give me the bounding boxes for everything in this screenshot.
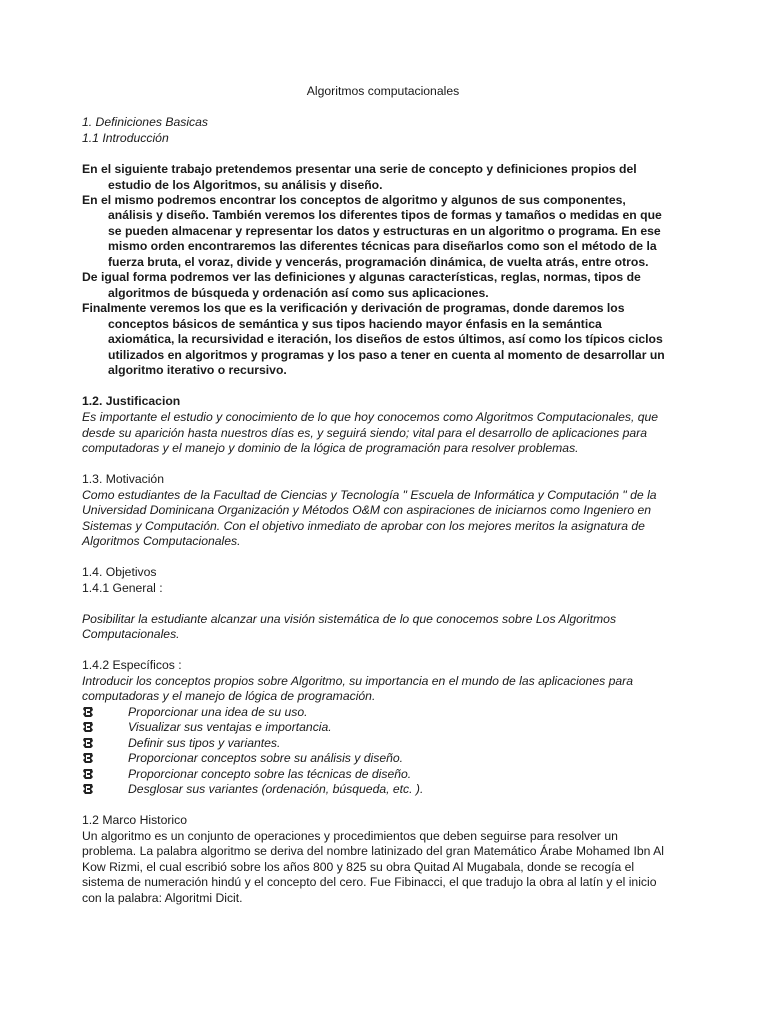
marco-line: problema. La palabra algoritmo se deriva del nombre latinizado del gran Matemático Árabe Mohamed Ibn Al xyxy=(82,844,664,858)
intro-line: Finalmente veremos los que es la verificación y derivación de programas, donde daremos los xyxy=(82,301,625,315)
section-heading-motivacion: 1.3. Motivación xyxy=(82,472,164,486)
intro-line: conceptos básicos de semántica y sus tipos haciendo mayor énfasis en la semántica xyxy=(108,317,602,331)
justificacion-line: Es importante el estudio y conocimiento de lo que hoy conocemos como Algoritmos Computacionales, que xyxy=(82,410,659,424)
intro-line: mismo orden encontraremos las diferentes técnicas para diseñarlos como son el método de la xyxy=(108,239,657,253)
intro-line: utilizados en algoritmos y programas y los paso a tener en cuenta al momento de desarrollar un xyxy=(108,348,665,362)
marco-line: Un algoritmo es un conjunto de operaciones y procedimientos que deben seguirse para resolver un xyxy=(82,829,618,843)
intro-line: En el siguiente trabajo pretendemos presentar una serie de concepto y definiciones propios del xyxy=(82,162,637,176)
section-heading-definiciones: 1. Definiciones Basicas xyxy=(82,115,208,129)
marco-line: con la palabra: Algoritmi Dicit. xyxy=(82,891,243,905)
intro-line: algoritmo iterativo o recursivo. xyxy=(108,363,287,377)
intro-line: estudio de los Algoritmos, su análisis y diseño. xyxy=(108,178,383,192)
bullet-icon xyxy=(82,721,94,733)
motivacion-line: Sistemas y Computación. Con el objetivo inmediato de aprobar con los mejores meritos la asignatura de xyxy=(82,519,645,533)
subheading-especificos: 1.4.2 Específicos : xyxy=(82,658,182,672)
especificos-line: computadoras y el manejo de lógica de programación. xyxy=(82,689,376,703)
intro-line: algoritmos de búsqueda y ordenación así como sus aplicaciones. xyxy=(108,286,489,300)
bullet-icon xyxy=(82,706,94,718)
section-heading-marco-historico: 1.2 Marco Historico xyxy=(82,813,187,827)
bullet-item: Definir sus tipos y variantes. xyxy=(128,736,281,750)
bullet-item: Desglosar sus variantes (ordenación, búsqueda, etc. ). xyxy=(128,782,424,796)
bullet-item: Proporcionar una idea de su uso. xyxy=(128,705,308,719)
justificacion-line: computadoras y el manejo y dominio de la lógica de programación para resolver problemas. xyxy=(82,441,579,455)
bullet-item: Proporcionar conceptos sobre su análisis y diseño. xyxy=(128,751,404,765)
intro-line: De igual forma podremos ver las definiciones y algunas características, reglas, normas, tipos de xyxy=(82,270,641,284)
bullet-icon xyxy=(82,768,94,780)
document-title: Algoritmos computacionales xyxy=(306,84,460,98)
intro-line: fuerza bruta, el voraz, divide y vencerás, programación dinámica, de vuelta atrás, entre otros. xyxy=(108,255,649,269)
especificos-line: Introducir los conceptos propios sobre Algoritmo, su importancia en el mundo de las aplicaciones para xyxy=(82,674,633,688)
bullet-icon xyxy=(82,783,94,795)
bullet-item: Proporcionar concepto sobre las técnicas de diseño. xyxy=(128,767,412,781)
bullet-icon xyxy=(82,737,94,749)
intro-line: axiomática, la recursividad e iteración, los diseños de estos últimos, así como los típicos ciclos xyxy=(108,332,663,346)
marco-line: sistema de numeración hindú y el concepto del cero. Fue Fibinacci, el que tradujo la obra al latín y el inicio xyxy=(82,875,657,889)
motivacion-line: Algoritmos Computacionales. xyxy=(82,534,241,548)
motivacion-line: Como estudiantes de la Facultad de Ciencias y Tecnología " Escuela de Informática y Computación " de la xyxy=(82,488,657,502)
motivacion-line: Universidad Dominicana Organización y Métodos O&M con aspiraciones de iniciarnos como Ingeniero en xyxy=(82,503,652,517)
bullet-item: Visualizar sus ventajas e importancia. xyxy=(128,720,332,734)
section-heading-introduccion: 1.1 Introducción xyxy=(82,131,169,145)
intro-line: se pueden almacenar y representar los datos y estructuras en un algoritmo o programa. En ese xyxy=(108,224,661,238)
marco-line: Kow Rizmi, el cual escribió sobre los años 800 y 825 su obra Quitad Al Mugabala, donde se recogía el xyxy=(82,860,635,874)
intro-line: En el mismo podremos encontrar los conceptos de algoritmo y algunos de sus componentes, xyxy=(82,193,626,207)
intro-line: análisis y diseño. También veremos los diferentes tipos de formas y tamaños o medidas en que xyxy=(108,208,662,222)
general-line: Computacionales. xyxy=(82,627,180,641)
section-heading-objetivos: 1.4. Objetivos xyxy=(82,565,157,579)
subheading-general: 1.4.1 General : xyxy=(82,581,163,595)
justificacion-line: desde su aparición hasta nuestros días es, y seguirá siendo; vital para el desarrollo de aplicaciones para xyxy=(82,426,648,440)
general-line: Posibilitar la estudiante alcanzar una visión sistemática de lo que conocemos sobre Los Algoritmos xyxy=(82,612,617,626)
bullet-icon xyxy=(82,752,94,764)
section-heading-justificacion: 1.2. Justificacion xyxy=(82,394,181,408)
